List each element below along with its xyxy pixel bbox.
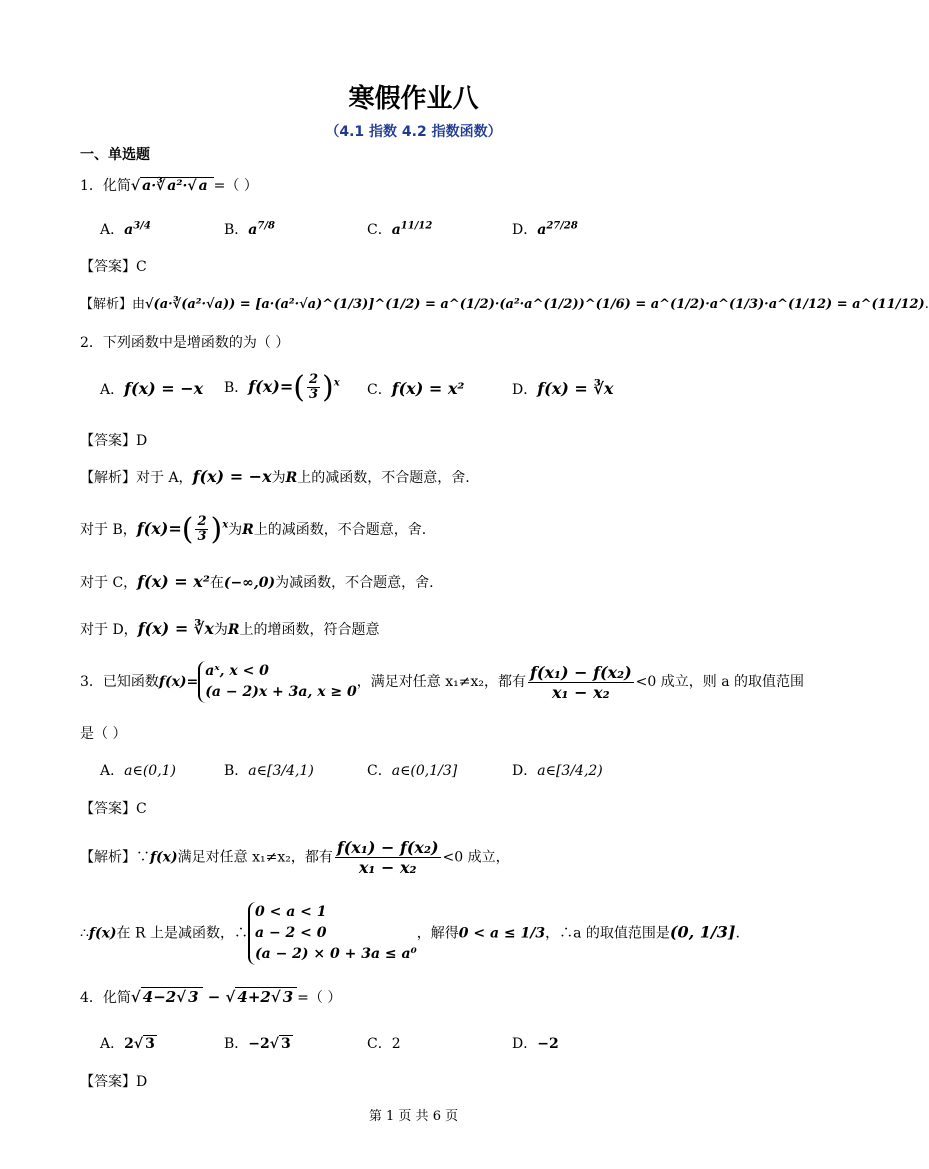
page-title: 寒假作业八 bbox=[348, 84, 479, 114]
q3-fraction: $\frac{\text{f(x₁) − f(x₂)}}{\text{x₁ − x₂}}$ bbox=[529, 662, 632, 702]
q1-answer: 【答案】C bbox=[80, 259, 147, 275]
q3-option-b: B．a∈[3/4,1) bbox=[224, 763, 314, 779]
q3-answer: 【答案】C bbox=[80, 801, 147, 817]
q2-stem: 2．下列函数中是增函数的为（ ） bbox=[80, 335, 290, 351]
q3-analysis-1: 【解析】∵f(x)满足对任意 x₁≠x₂，都有 $\frac{\text{f(x₁) − f(x₂)}}{\text{x₁ − x₂}}$ <0 成立， bbox=[80, 838, 510, 877]
q4-option-b: B．−2√ 3 bbox=[224, 1036, 291, 1052]
q2-option-d: D．f(x) = ∛x bbox=[512, 379, 614, 398]
q2-option-a: A．f(x) = −x bbox=[100, 379, 204, 398]
q2-option-b: B．f(x)=( $\frac{2}{3}$ )$^x$ bbox=[224, 370, 340, 405]
q3-inequality-system: 0 < a < 1 a − 2 < 0 (a − 2) × 0 + 3a ≤ a⁰ bbox=[248, 902, 417, 965]
page-subtitle: （4.1 指数 4.2 指数函数） bbox=[325, 124, 502, 140]
q1-analysis-math: √(a·∛(a²·√a)) = [a·(a²·√a)^(1/3)]^(1/2) = a^(1/2)·(a²·a^(1/2))^(1/6) = a^(1/2)·a^(1/3)·a^(1/12) = a^(11/12) bbox=[145, 297, 925, 312]
q4-option-d: D．−2 bbox=[512, 1036, 559, 1052]
q2-option-c: C．f(x) = x² bbox=[367, 379, 465, 398]
q2-analysis-b: 对于 B，f(x)=( $\frac{2}{3}$ )$^x$为R上的减函数，不合题意，舍. bbox=[80, 512, 427, 547]
q3-option-d: D．a∈[3/4,2) bbox=[512, 763, 603, 779]
q1-option-c: C．$a^{11/12}$ bbox=[367, 220, 433, 238]
q1-expression: √ a·∛ a²·√ a bbox=[131, 177, 214, 194]
q4-stem: 4．化简√ 4−2√ 3 − √ 4+2√ 3 =（ ） bbox=[80, 988, 342, 1006]
q2-analysis-a: 【解析】对于 A，f(x) = −x为R上的减函数，不合题意，舍. bbox=[80, 467, 470, 486]
q3-analysis-2: ∴f(x)在 R 上是减函数，∴ 0 < a < 1 a − 2 < 0 (a − 2) × 0 + 3a ≤ a⁰ ，解得0 < a ≤ 1/3，∴a 的取值范围是(0, 1/3]. bbox=[80, 902, 740, 965]
q1-analysis: 【解析】由√(a·∛(a²·√a)) = [a·(a²·√a)^(1/3)]^(1/2) = a^(1/2)·(a²·a^(1/2))^(1/6) = a^(1/2)·a^(1/3)·a^(1/12) = a^(11/12). bbox=[80, 297, 929, 312]
q2-answer: 【答案】D bbox=[80, 433, 148, 449]
q2-analysis-d: 对于 D，f(x) = ∛x为R上的增函数，符合题意 bbox=[80, 619, 380, 638]
q2-analysis-c: 对于 C，f(x) = x²在(−∞,0)为减函数，不合题意，舍. bbox=[80, 572, 434, 591]
q4-answer: 【答案】D bbox=[80, 1074, 148, 1090]
q1-option-a: A．$a^{3/4}$ bbox=[100, 220, 151, 238]
q1-stem: 1．化简√ a·∛ a²·√ a =（ ） bbox=[80, 178, 258, 194]
q1-option-d: D．$a^{27/28}$ bbox=[512, 220, 578, 238]
q4-option-c: C．2 bbox=[367, 1036, 401, 1052]
q3-stem: 3．已知函数f(x)= aˣ, x < 0 (a − 2)x + 3a, x ≥ 0 ，满足对任意 x₁≠x₂，都有 $\frac{\text{f(x₁) − f(x₂)}}{\text{x₁ − x₂}}$ <0 成立，则 a 的取值范围 bbox=[80, 662, 805, 702]
section-title: 一、单选题 bbox=[80, 147, 150, 163]
q3-option-a: A．a∈(0,1) bbox=[100, 763, 177, 779]
q3-stem-line2: 是（ ） bbox=[80, 726, 127, 742]
q1-option-b: B．$a^{7/8}$ bbox=[224, 220, 275, 238]
page-number: 第 1 页 共 6 页 bbox=[368, 1109, 459, 1124]
q4-option-a: A．2√ 3 bbox=[100, 1036, 155, 1052]
q3-option-c: C．a∈(0,1/3] bbox=[367, 763, 458, 779]
q3-piecewise: aˣ, x < 0 (a − 2)x + 3a, x ≥ 0 bbox=[198, 661, 357, 703]
